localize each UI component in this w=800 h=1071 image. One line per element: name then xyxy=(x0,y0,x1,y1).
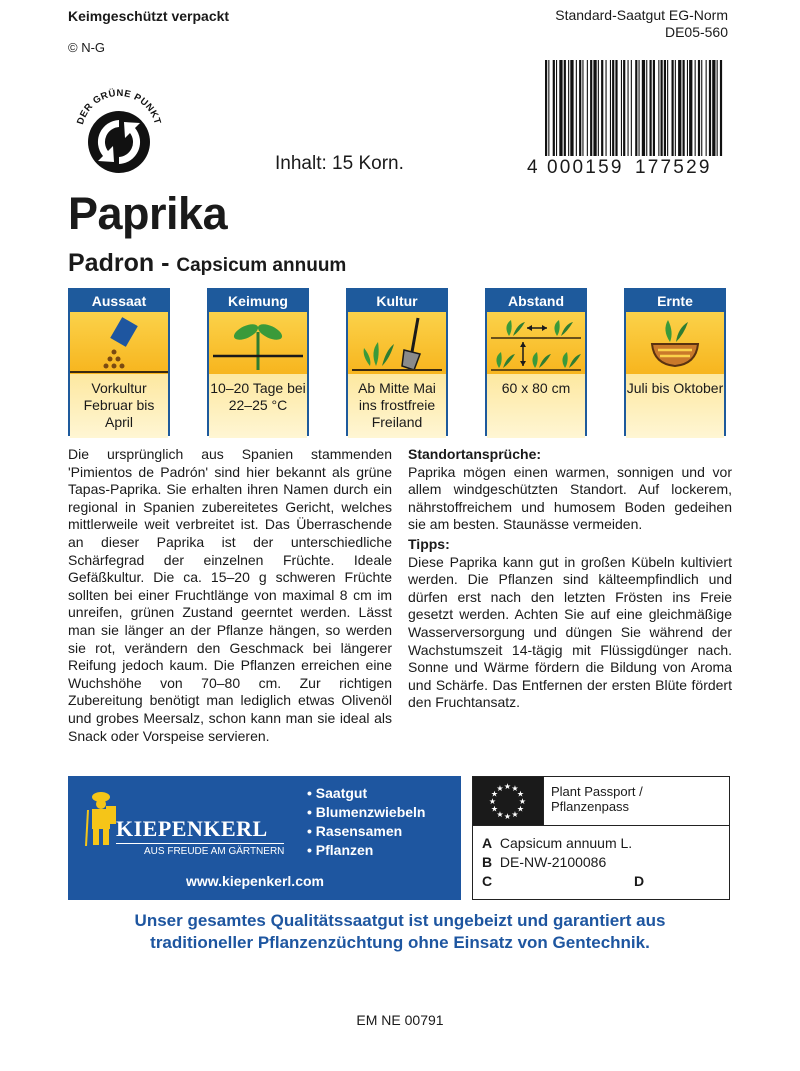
quality-note-line1: Unser gesamtes Qualitätssaatgut ist ungebeizt und garantiert aus xyxy=(134,911,666,930)
gruener-punkt-logo xyxy=(68,82,170,184)
tile-text: Vorkultur Februar bis April xyxy=(70,374,168,438)
barcode-digits-right: 177529 xyxy=(635,157,712,178)
eu-star-icon: ★ xyxy=(516,804,525,814)
passport-title xyxy=(551,784,643,814)
passport-label-b: B xyxy=(482,854,493,870)
tile-kultur xyxy=(346,288,448,436)
brand-slogan: AUS FREUDE AM GÄRTNERN xyxy=(144,846,285,857)
tile-text: 10–20 Tage bei 22–25 °C xyxy=(209,374,307,438)
barcode-digit-lead: 4 xyxy=(527,157,539,178)
quality-note xyxy=(0,910,800,954)
brand-url: www.kiepenkerl.com xyxy=(186,873,324,889)
description-text: Die ursprünglich aus Spanien stammenden 'Pimientos de Padrón' sind hier bekannt als grüne Tapas-Paprika. Sie erhalten ihren Namen durch ein regional in Spanien zubereitetes Gericht, welches mittlerweile weit verbreitet ist. Das Überraschende an dieser Paprika ist der unterschiedliche Schärfegrad der einzelnen Früchte. Ideale Gefäßkultur. Die ca. 15–20 g schweren Früchte sollten bei einer Fruchtlänge von maximal 8 cm im unreifen, grünen Zustand geerntet werden. Lässt man sie länger an der Pflanze hängen, so werden sie rot, verändern den Geschmack bei längerer Reifung jedoch kaum. Die Pflanzen erreichen eine Wuchshöhe von 70–80 cm. Zur richtigen Zubereitung benötigt man lediglich etwas Olivenöl und grobes Meersalz, schon kann man sie ideal als Snack oder Vorspeise servieren. xyxy=(68,446,392,744)
barcode-bar xyxy=(610,60,611,156)
passport-label-c: C xyxy=(482,873,493,889)
barcode-bar xyxy=(548,60,549,156)
barcode-bar xyxy=(612,60,614,156)
barcode-bar xyxy=(683,60,685,156)
brand-name: KIEPENKERL xyxy=(116,816,268,841)
barcode-bar xyxy=(631,60,632,156)
barcode-bar xyxy=(672,60,674,156)
spacing-icon xyxy=(487,312,585,374)
gruener-punkt-label: DER GRÜNE PUNKT xyxy=(75,87,163,126)
barcode-bar xyxy=(579,60,581,156)
tile-title: Abstand xyxy=(487,290,585,312)
barcode-bar xyxy=(664,60,666,156)
passport-row-b xyxy=(482,853,606,871)
barcode-bar xyxy=(553,60,555,156)
barcode-bar xyxy=(646,60,647,156)
tile-text: 60 x 80 cm xyxy=(487,374,585,438)
tile-ernte xyxy=(624,288,726,436)
barcode-bar xyxy=(593,60,596,156)
latin-name: Capsicum annuum xyxy=(176,255,347,276)
tile-abstand xyxy=(485,288,587,436)
barcode-bar xyxy=(568,60,569,156)
barcode-bar xyxy=(701,60,702,156)
barcode-bar xyxy=(621,60,622,156)
barcode-bar xyxy=(559,60,562,156)
barcode-bar xyxy=(545,60,547,156)
eu-stars-icon xyxy=(473,777,542,825)
product-title: Paprika xyxy=(68,188,228,239)
barcode-bar xyxy=(675,60,676,156)
tile-text: Juli bis Oktober xyxy=(626,374,724,438)
standard-code: DE05-560 xyxy=(664,24,728,40)
eu-star-icon: ★ xyxy=(503,812,512,821)
protected-packaging-note: Keimgeschützt verpackt xyxy=(68,8,230,24)
barcode-bar xyxy=(720,60,722,156)
product-subtitle xyxy=(68,249,346,278)
tile-text: Ab Mitte Mai ins frostfreie Freiland xyxy=(348,374,446,438)
list-item: • Rasensamen xyxy=(307,823,403,839)
tile-keimung xyxy=(207,288,309,436)
barcode-bar xyxy=(587,60,588,156)
brand-divider xyxy=(116,843,284,844)
passport-value-a: Capsicum annuum L. xyxy=(499,835,633,851)
barcode xyxy=(527,60,727,180)
variety-name: Padron - xyxy=(68,249,177,277)
passport-row-c xyxy=(482,872,492,890)
passport-value-b: DE-NW-2100086 xyxy=(499,854,607,870)
eu-star-icon: ★ xyxy=(511,784,519,794)
seed-packet-icon xyxy=(70,312,168,374)
barcode-bar xyxy=(598,60,599,156)
eu-star-icon: ★ xyxy=(511,809,519,819)
tile-title: Aussaat xyxy=(70,290,168,312)
barcode-bar xyxy=(628,60,629,156)
footer-code: EM NE 00791 xyxy=(356,1012,444,1028)
passport-label-a: A xyxy=(482,835,493,851)
barcode-bar xyxy=(687,60,688,156)
eu-star-icon: ★ xyxy=(516,789,525,799)
passport-label-d: D xyxy=(634,873,645,889)
list-item: • Blumenzwiebeln xyxy=(307,804,426,820)
barcode-bar xyxy=(706,60,707,156)
eu-flag xyxy=(473,777,544,825)
eu-star-icon: ★ xyxy=(503,782,512,791)
seed-standard xyxy=(555,7,728,41)
passport-title-line1: Plant Passport / xyxy=(551,784,643,799)
growing-info xyxy=(408,446,732,712)
kiepenkerl-figure-icon xyxy=(84,790,118,848)
standard-text: Standard-Saatgut EG-Norm xyxy=(555,7,728,23)
tile-title: Keimung xyxy=(209,290,307,312)
barcode-bar xyxy=(650,60,652,156)
list-item: • Pflanzen xyxy=(307,842,374,858)
eu-star-icon: ★ xyxy=(488,797,497,806)
barcode-bar xyxy=(653,60,655,156)
eu-star-icon: ★ xyxy=(490,804,499,814)
barcode-bar xyxy=(709,60,711,156)
barcode-bar xyxy=(667,60,668,156)
eu-star-icon: ★ xyxy=(496,809,504,819)
barcode-bar xyxy=(712,60,715,156)
barcode-digits-left: 000159 xyxy=(547,157,624,178)
barcode-bar xyxy=(658,60,659,156)
spade-plants-icon xyxy=(348,312,446,374)
barcode-bar xyxy=(642,60,645,156)
passport-row-d xyxy=(634,872,644,890)
barcode-bar xyxy=(678,60,681,156)
tile-title: Ernte xyxy=(626,290,724,312)
passport-title-line2: Pflanzenpass xyxy=(551,799,630,814)
barcode-bar xyxy=(590,60,592,156)
list-item: • Saatgut xyxy=(307,785,368,801)
barcode-bar xyxy=(576,60,577,156)
barcode-bar xyxy=(615,60,617,156)
barcode-bar xyxy=(639,60,640,156)
copyright-note: © N-G xyxy=(68,40,106,55)
barcode-bar xyxy=(556,60,557,156)
barcode-bar xyxy=(582,60,583,156)
barcode-bar xyxy=(661,60,663,156)
passport-divider xyxy=(472,825,730,826)
barcode-bar xyxy=(564,60,566,156)
barcode-bar xyxy=(689,60,692,156)
barcode-bar xyxy=(570,60,573,156)
barcode-bar xyxy=(606,60,607,156)
barcode-bars xyxy=(527,60,727,156)
passport-row-a xyxy=(482,834,632,852)
brand-product-list xyxy=(307,784,425,860)
eu-star-icon: ★ xyxy=(496,784,504,794)
tile-title: Kultur xyxy=(348,290,446,312)
tips-heading: Tipps: xyxy=(408,535,450,552)
location-heading: Standortansprüche: xyxy=(408,446,542,462)
seedling-icon xyxy=(209,312,307,374)
barcode-bar xyxy=(717,60,718,156)
harvest-bowl-icon xyxy=(626,312,724,374)
tips-text: Diese Paprika kann gut in großen Kübeln kultiviert werden. Die Pflanzen sind kälteempfindlich und dürfen erst nach den letzten Frösten ins Freie gesetzt werden. Achten Sie auf eine gleichmäßige Wasserversorgung und düngen Sie während der Wachstumszeit 14-tägig mit Flüssigdünger nach. Sonne und Wärme fördern die Bildung von Aroma und Schärfe. Das Entfernen der ersten Blüte fördert den Fruchtansatz. xyxy=(408,553,732,711)
barcode-bar xyxy=(698,60,700,156)
quality-note-line2: traditioneller Pflanzenzüchtung ohne Einsatz von Gentechnik. xyxy=(150,933,650,952)
barcode-bar xyxy=(601,60,603,156)
eu-star-icon: ★ xyxy=(490,789,499,799)
barcode-bar xyxy=(623,60,625,156)
location-text: Paprika mögen einen warmen, sonnigen und vor allem windgeschützten Standort. Auf lockerem, nährstoffreichem und humosem Boden gedeihen sie am besten. Staunässe vermeiden. xyxy=(408,463,732,533)
content-amount: Inhalt: 15 Korn. xyxy=(275,153,404,174)
tile-aussaat xyxy=(68,288,170,436)
barcode-bar xyxy=(695,60,696,156)
eu-star-icon: ★ xyxy=(518,797,527,806)
barcode-bar xyxy=(635,60,637,156)
